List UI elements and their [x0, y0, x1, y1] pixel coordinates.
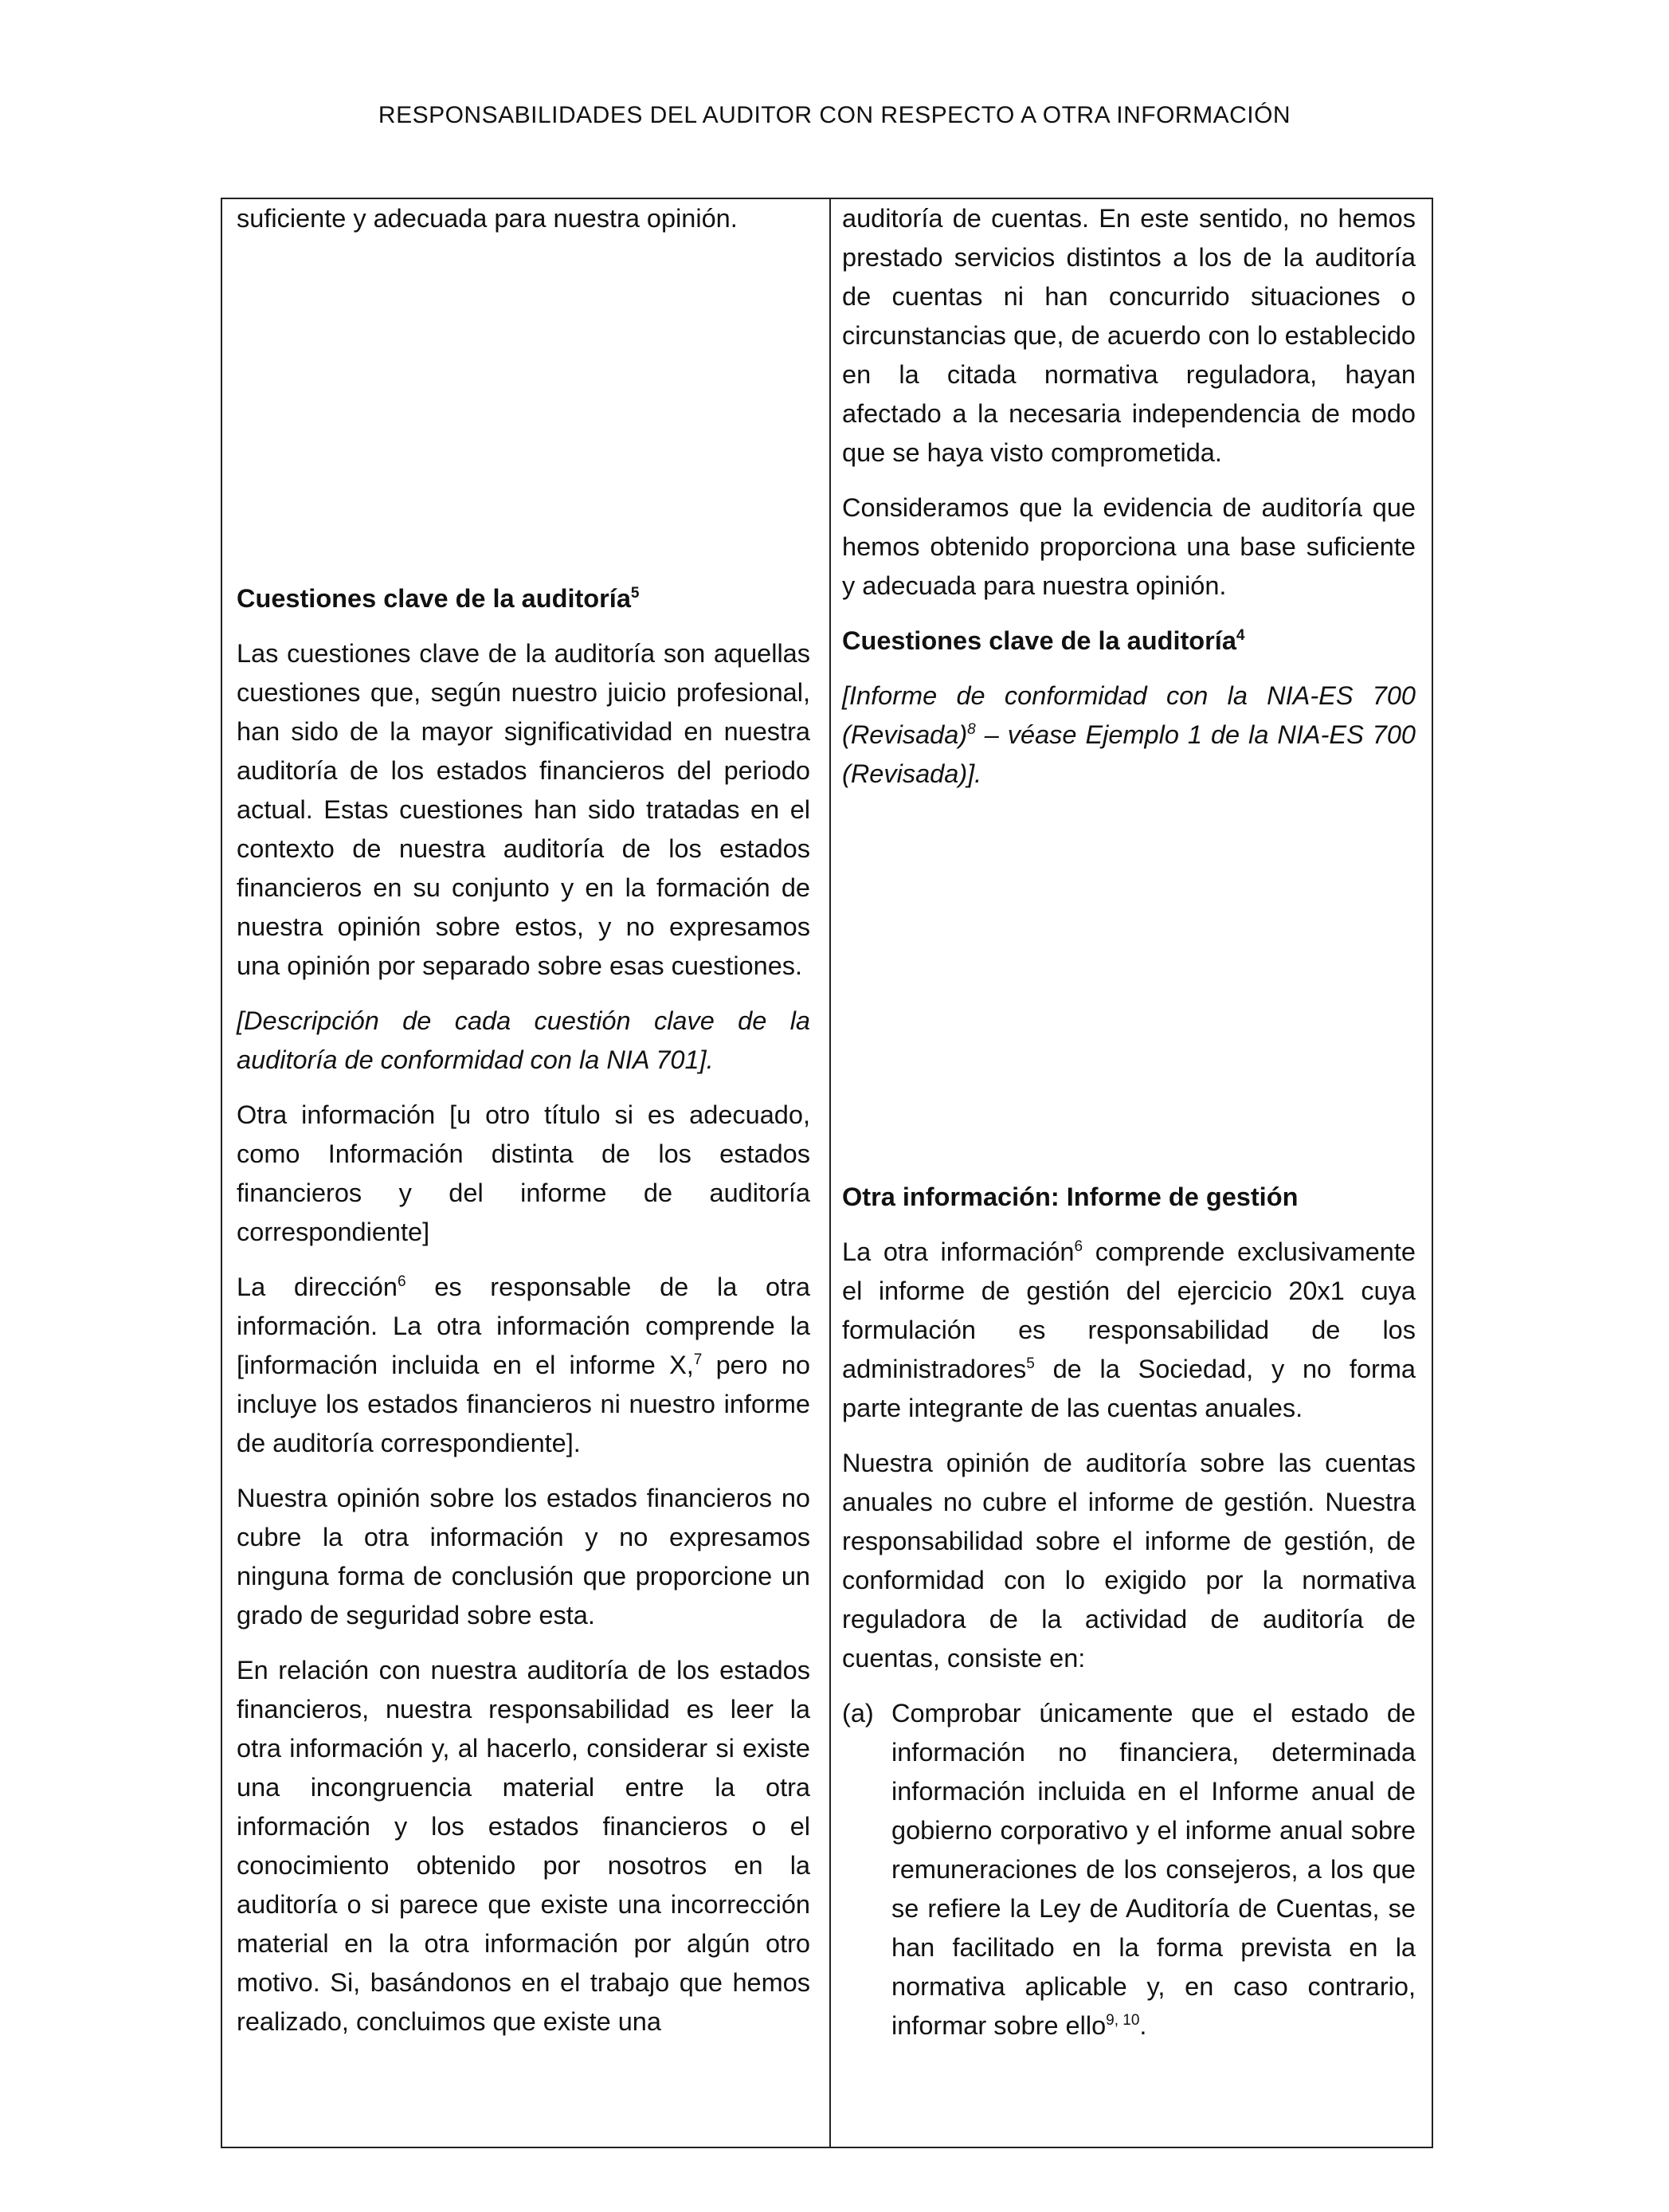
- left-other-info-title: Otra información [u otro título si es adecuado, como Información distinta de los estados financieros y del informe de auditoría correspondiente]: [237, 1100, 810, 1246]
- left-opinion-paragraph: Nuestra opinión sobre los estados financieros no cubre la otra información y no expresamos ninguna forma de conclusión que proporcione un grado de seguridad sobre esta.: [237, 1484, 810, 1630]
- right-other-info-heading: Otra información: Informe de gestión: [842, 1182, 1299, 1211]
- left-responsibility-paragraph: [237, 1268, 810, 1463]
- left-kam-paragraph: Las cuestiones clave de la auditoría son aquellas cuestiones que, según nuestro juicio profesional, han sido de la mayor significatividad en nuestra auditoría de los estados financieros del periodo actual. Estas cuestiones han sido tratadas en el contexto de nuestra auditoría de los estados financieros en su conjunto y en la formación de nuestra opinión sobre estos, y no expresamos una opinión por separado sobre esas cuestiones.: [237, 639, 810, 980]
- right-independence-paragraph: auditoría de cuentas. En este sentido, no hemos prestado servicios distintos a los de la auditoría de cuentas ni han concurrido situaciones o circunstancias que, de acuerdo con lo establecido en la citada normativa reguladora, hayan afectado a la necesaria independencia de modo que se haya visto comprometida.: [842, 204, 1416, 467]
- footnote-ref: 6: [397, 1273, 406, 1291]
- left-column: [237, 199, 810, 2147]
- left-kam-heading-text: Cuestiones clave de la auditoría: [237, 584, 631, 613]
- right-column: [842, 199, 1416, 2147]
- list-item-text: [891, 1694, 1416, 2045]
- left-kam-heading: [237, 579, 810, 618]
- page-header: RESPONSABILIDADES DEL AUDITOR CON RESPECTO A OTRA INFORMACIÓN: [378, 102, 1291, 128]
- right-blank-space: [842, 810, 1416, 1178]
- right-evidence-paragraph: Consideramos que la evidencia de auditoría que hemos obtenido proporciona una base suficiente y adecuada para nuestra opinión.: [842, 493, 1416, 600]
- footnote-ref: 7: [693, 1351, 703, 1369]
- footnote-ref: 5: [1026, 1355, 1035, 1373]
- right-other-info-paragraph: [842, 1233, 1416, 1428]
- text-run: [Informe de conformidad con la NIA-ES 700 (Revisada): [842, 681, 1416, 749]
- text-run: comprende exclusivamente el informe de gestión del ejercicio 20x1 cuya formulación es responsabilidad de los administradores: [842, 1237, 1416, 1383]
- footnote-ref: 4: [1236, 627, 1245, 645]
- column-divider: [829, 199, 831, 2147]
- left-blank-space: [237, 254, 810, 579]
- left-intro-paragraph: suficiente y adecuada para nuestra opinión.: [237, 204, 738, 233]
- text-run: Comprobar únicamente que el estado de información no financiera, determinada información incluida en el Informe anual de gobierno corporativo y el informe anual sobre remuneraciones de los consejeros, a los que se refiere la Ley de Auditoría de Cuentas, se han facilitado en la forma prevista en la normativa aplicable y, en caso contrario, informar sobre ello: [891, 1699, 1416, 2040]
- text-run: .: [1139, 2011, 1147, 2040]
- text-run: – véase Ejemplo 1 de la NIA-ES 700 (Revisada)].: [842, 720, 1416, 788]
- footnote-ref: 6: [1074, 1238, 1083, 1256]
- text-run: La dirección: [237, 1273, 398, 1301]
- footnote-ref: 9, 10: [1106, 2012, 1140, 2030]
- left-relation-paragraph: En relación con nuestra auditoría de los estados financieros, nuestra responsabilidad es leer la otra información y, al hacerlo, considerar si existe una incongruencia material entre la otra información y los estados financieros o el conocimiento obtenido por nosotros en la auditoría o si parece que existe una incorrección material en la otra información por algún otro motivo. Si, basándonos en el trabajo que hemos realizado, concluimos que existe una: [237, 1656, 810, 2036]
- text-run: pero no incluye los estados financieros ni nuestro informe de auditoría correspondiente].: [237, 1351, 810, 1457]
- text-run: es responsable de la otra información. La otra información comprende la [información incluida en el informe X,: [237, 1273, 810, 1379]
- right-kam-reference: [842, 677, 1416, 794]
- text-run: La otra información: [842, 1237, 1075, 1266]
- comparison-table: [221, 198, 1433, 2148]
- text-run: de la Sociedad, y no forma parte integrante de las cuentas anuales.: [842, 1355, 1416, 1422]
- list-item-label: (a): [842, 1699, 874, 1728]
- footnote-ref: 8: [967, 721, 976, 739]
- right-kam-heading: [842, 622, 1416, 661]
- left-kam-description: [Descripción de cada cuestión clave de la auditoría de conformidad con la NIA 701].: [237, 1006, 810, 1074]
- right-kam-heading-text: Cuestiones clave de la auditoría: [842, 626, 1236, 655]
- list-item-a: [842, 1694, 1416, 2045]
- footnote-ref: 5: [630, 585, 640, 602]
- right-opinion-paragraph: Nuestra opinión de auditoría sobre las cuentas anuales no cubre el informe de gestión. Nuestra responsabilidad sobre el informe de gestión, de conformidad con lo exigido por la normativa reguladora de la actividad de auditoría de cuentas, consiste en:: [842, 1449, 1416, 1673]
